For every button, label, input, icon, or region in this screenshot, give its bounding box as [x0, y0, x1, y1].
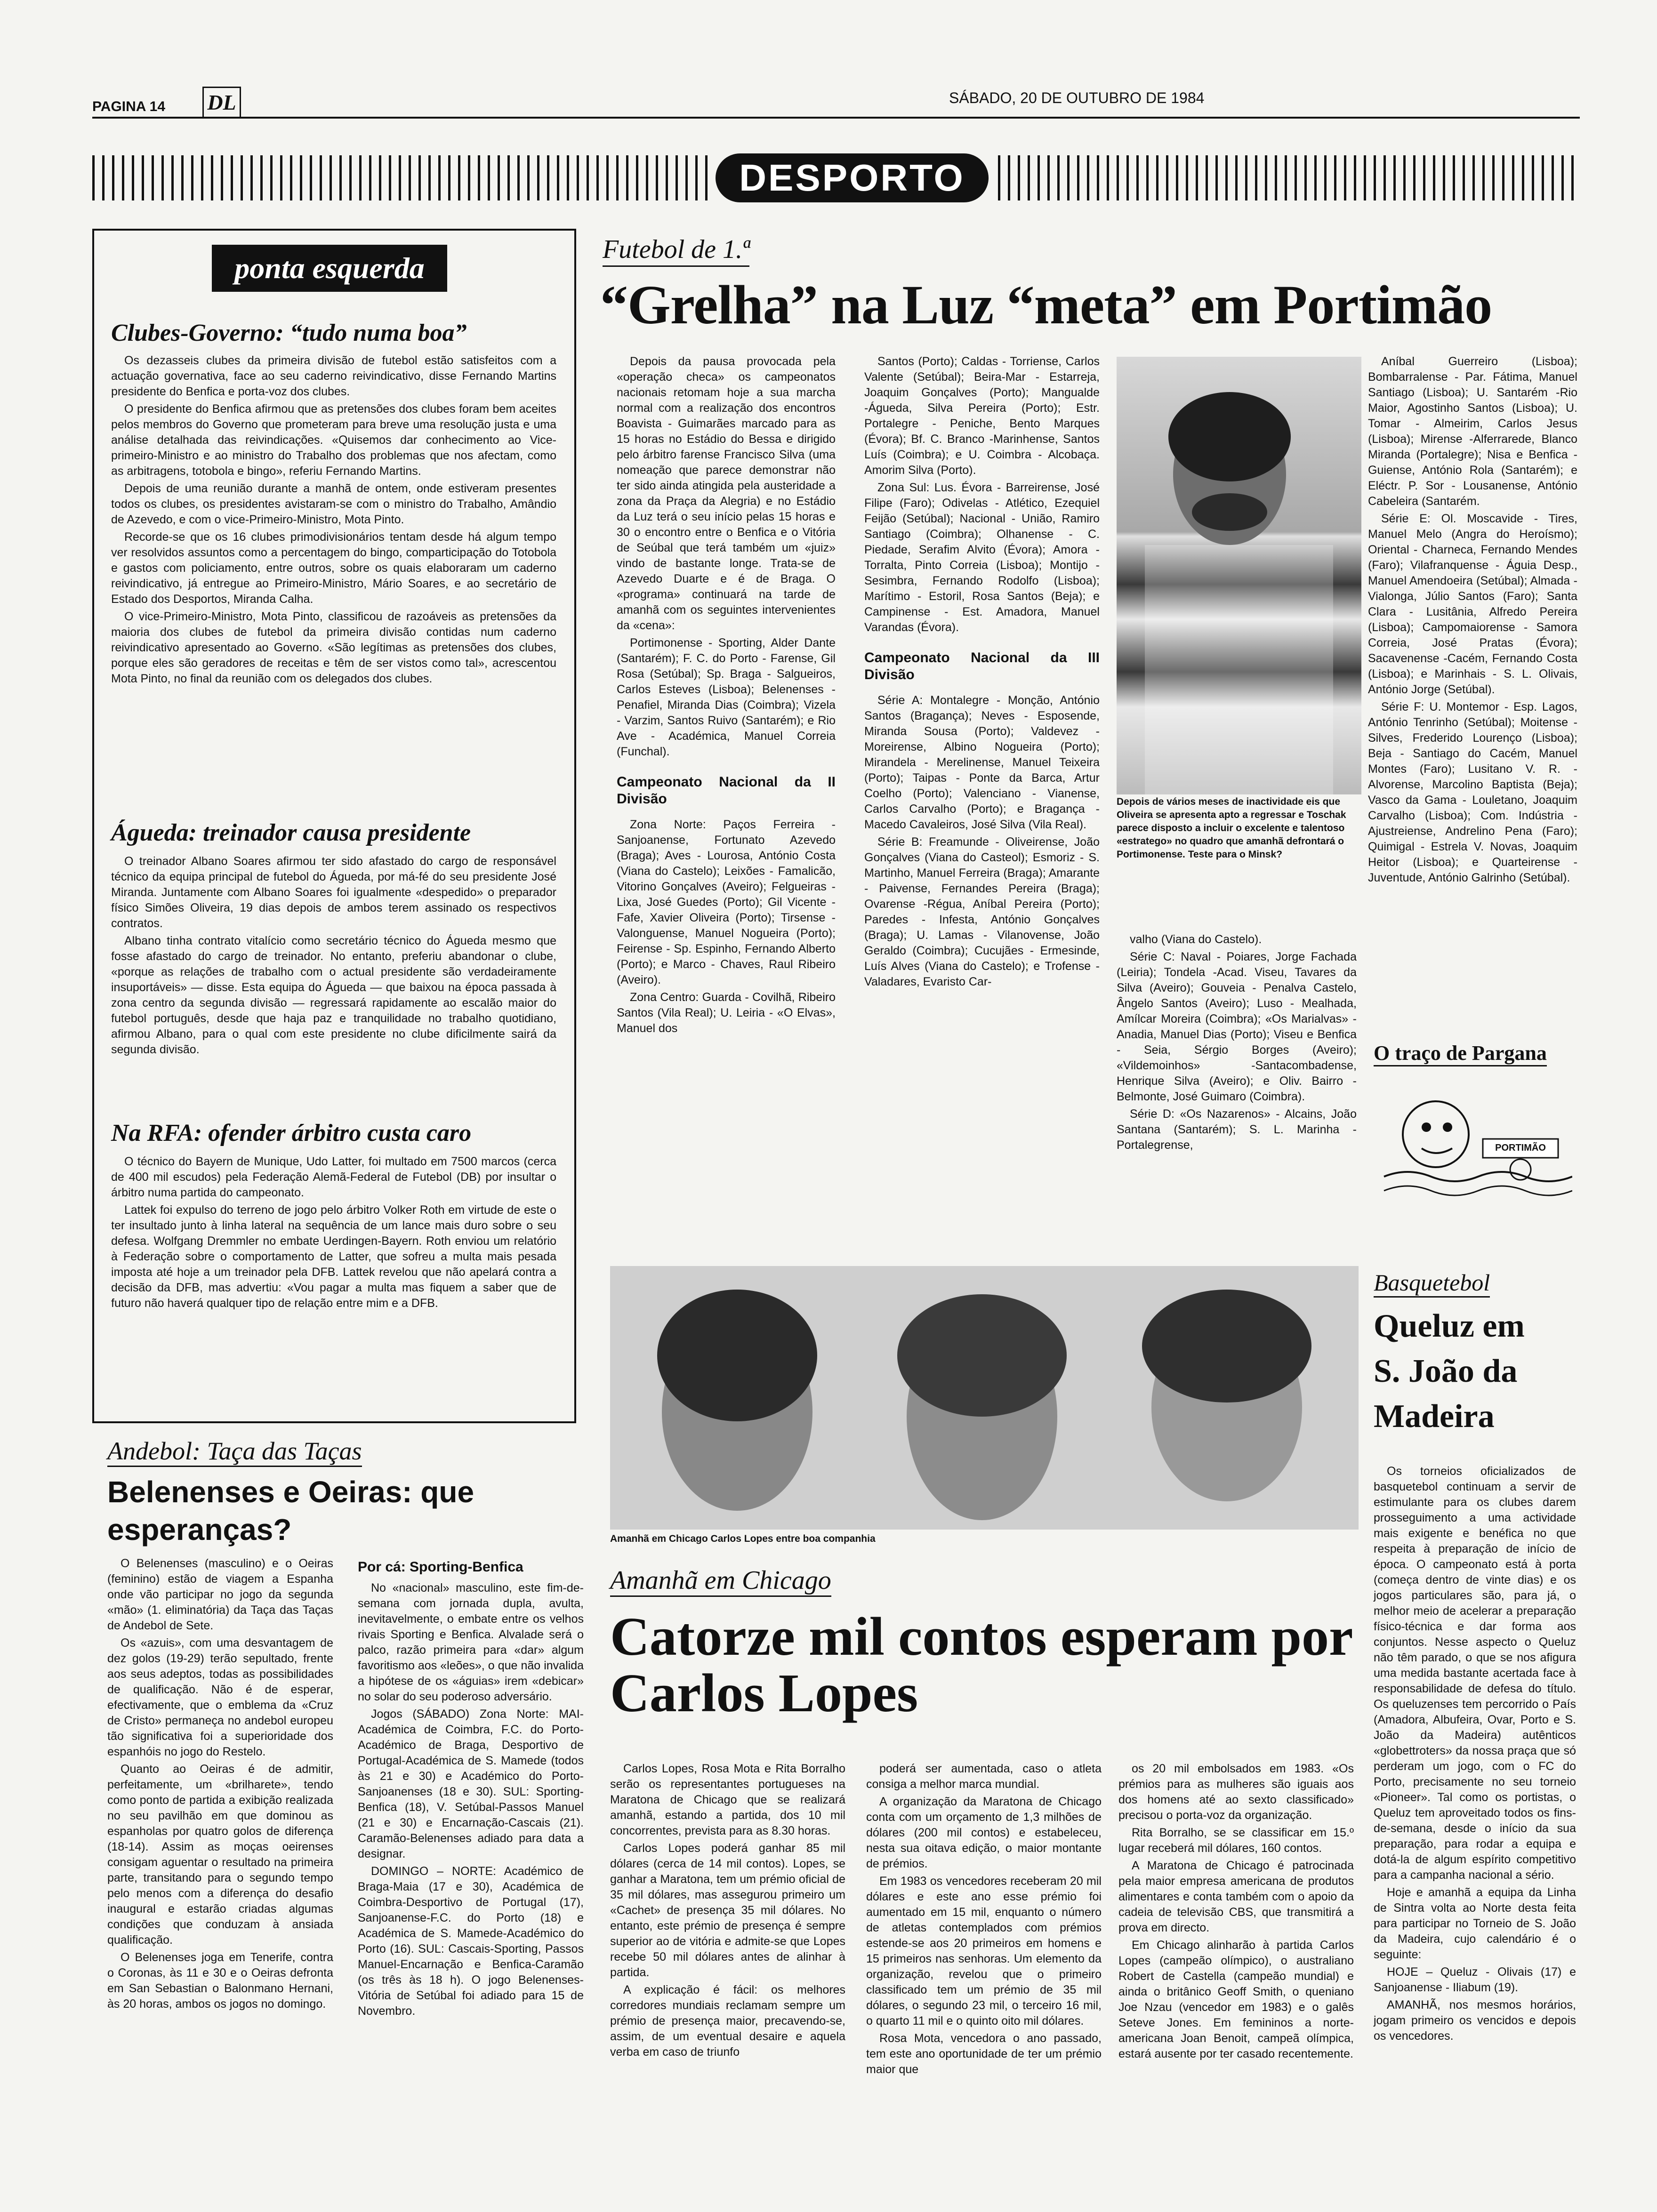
paragraph: Série E: Ol. Moscavide - Tires, Manuel Melo (Angra do Heroísmo); Oriental - Charneca, Fernando Mendes (Faro); Vilafranquense - Águia Desp., Manuel Amendoeira (Setúbal); Almada -Vialonga, Júlio Santos (Faro); Santa Clara - Lusitânia, Alfredo Pereira (Lisboa); Campomaiorense - Samora Correia, José Pratas (Évora); Sacavenense -Cacém, Fernando Costa (Lisboa); e Marinhais - S. L. Olivais, António Jorge (Setúbal). [1368, 512, 1577, 696]
main-col-2 [864, 354, 1100, 992]
paragraph: Zona Norte: Paços Ferreira -Sanjoanense, Fortunato Azevedo (Braga); Aves - Lourosa, António Costa (Viana do Castelo); Leixões - Famalicão, Vitorino Gonçalves (Aveiro); Felgueiras - Lixa, José Guedes (Porto); Gil Vicente - Fafe, Xavier Oliveira (Porto); Tirsense - Valonguense, Manuel Nogueira (Porto); Feirense - Sp. Espinho, Fernando Alberto (Porto); e Marco - Chaves, Raul Ribeiro (Aveiro). [617, 818, 836, 986]
paragraph: O presidente do Benfica afirmou que as pretensões dos clubes foram bem aceites pelos membros do Governo que prometeram para breve uma resolução justa e uma análise detalhada das reivindicações. «Quisemos dar conhecimento ao Vice-primeiro-Ministro e ao ministro do Trabalho dos problemas que nos afectam, como as arbitragens, totobola e bingo», referiu Fernando Martins. [111, 402, 556, 478]
column-article-1 [111, 353, 556, 689]
paragraph: Série A: Montalegre - Monção, António Santos (Bragança); Neves - Esposende, Miranda Sousa (Porto); Valdevez - Moreirense, Albino Nogueira (Porto); Mirandela - Merelinense, Manuel Teixeira (Porto); Taipas - Ponte da Barca, Artur Coelho (Porto); Valenciano - Vianense, Carlos Carvalho (Porto); e Bragança -Macedo Cavaleiros, José Silva (Vila Real). [864, 694, 1100, 831]
paragraph: A Maratona de Chicago é patrocinada pela maior empresa americana de produtos alimentares e conta também com o apoio da cadeia de televisão CBS, que transmitirá a prova em directo. [1118, 1859, 1354, 1934]
basket-headline: Queluz em S. João da Madeira [1374, 1308, 1525, 1435]
paragraph: Rita Borralho, se se classificar em 15.º lugar receberá mil dólares, 160 contos. [1118, 1826, 1354, 1855]
handball-col-1 [107, 1556, 333, 2014]
column-headline-1: Clubes-Governo: “tudo numa boa” [111, 320, 467, 346]
handball-headline: Belenenses e Oeiras: que esperanças? [107, 1475, 475, 1547]
paragraph: Depois da pausa provocada pela «operação checa» os campeonatos nacionais retomam hoje a sua marcha normal com a realização dos encontros Boavista - Guimarães marcado para as 15 horas no Estádio do Bessa e dirigido pelo árbitro farense Francisco Silva (uma nomeação que parece demonstrar não ter sido ainda atingida pela austeridade a zona da Praça da Alegria) e no Estádio da Luz terá o seu início pelas 15 horas e 30 o encontro entre o Benfica e o Vitória de Seúbal que terá também um «juiz» vindo de bastante longe. Trata-se de Azevedo Duarte e é de Braga. O «programa» continuará na tarde de amanhã com os seguintes intervenientes da «cena»: [617, 355, 836, 632]
handball-kicker: Andebol: Taça das Taças [107, 1436, 362, 1467]
column-title: ponta esquerda [212, 245, 447, 292]
paragraph: O técnico do Bayern de Munique, Udo Latter, foi multado em 7500 marcos (cerca de 400 mil escudos) pela Federação Alemã-Federal de Futebol (DB) por insultar o árbitro numa partida do campeonato. [111, 1155, 556, 1199]
basket-kicker: Basquetebol [1374, 1269, 1490, 1298]
main-kicker: Futebol de 1.ª [603, 234, 749, 267]
main-col-1 [617, 354, 836, 1038]
cartoon-title: O traço de Pargana [1374, 1041, 1547, 1066]
paragraph: Série B: Freamunde - Oliveirense, João Gonçalves (Viana do Casteol); Esmoriz - S. Martinho, Manuel Ferreira (Braga); Amarante - Paivense, Fernandes Pereira (Braga); Ovarense -Régua, Aníbal Pereira (Porto); Paredes - Infesta, António Gonçalves (Braga); U. Lamas - Vilanovense, João Geraldo (Coimbra); Cucujães - Ermesinde, Luís Alves (Viana do Castelo); e Trofense - Valadares, Evaristo Car- [864, 835, 1100, 988]
paragraph: AMANHÃ, nos mesmos horários, jogam primeiro os vencidos e depois os vencedores. [1374, 1998, 1576, 2043]
player-silhouette [1117, 357, 1361, 794]
paragraph: Santos (Porto); Caldas - Torriense, Carlos Valente (Setúbal); Beira-Mar - Estarreja, Joaquim Gonçalves (Porto); Mangualde -Águeda, Silva Pereira (Porto); Estr. Portalegre - Peniche, Bento Marques (Évora); Bf. C. Branco -Marinhense, Santos Luís (Coimbra); e U. Coimbra - Alcobaça. Amorim Silva (Porto). [864, 355, 1100, 477]
chicago-col-1 [610, 1761, 845, 2062]
section-banner: DESPORTO [716, 153, 989, 202]
paragraph: O vice-Primeiro-Ministro, Mota Pinto, classificou de razoáveis as pretensões da maioria dos clubes de futebol da primeira divisão contidas num caderno reivindicativo apresentado ao Governo. «São legítimas as pretensões dos clubes, porque eles são geradores de receitas e têm de ser vistos como tal», acrescentou Mota Pinto, no final da reunião com os delegados dos clubes. [111, 610, 556, 685]
main-col-3 [1117, 932, 1357, 1155]
chicago-kicker: Amanhã em Chicago [610, 1565, 831, 1597]
athletes-faces [610, 1266, 1359, 1530]
athletes-photo-caption: Amanhã em Chicago Carlos Lopes entre boa companhia [610, 1533, 876, 1544]
chicago-col-3 [1118, 1761, 1354, 2064]
paragraph: DOMINGO – NORTE: Académico de Braga-Maia (17 e 30), Académica de Coimbra-Desportivo de Portugal (17), Sanjoanense-F.C. do Porto (18) e Académica de S. Mamede-Académico do Porto (16). SUL: Cascais-Sporting, Passos Manuel-Encarnação e Benfica-Caramão (os três às 18 h). O jogo Belenenses-Vitória de Setúbal foi adiado para 15 de Novembro. [358, 1865, 584, 2018]
column-box [92, 229, 576, 1423]
paragraph: Aníbal Guerreiro (Lisboa); Bombarralense - Par. Fátima, Manuel Santiago (Lisboa); U. Santarém -Rio Maior, Agostinho Santos (Lisboa); U. Tomar - Almeirim, Carlos Jesus (Lisboa); Mirense -Alferrarede, Blanco Miranda (Portalegre); Nisa e Benfica -Guiense, António Rola (Santarém); e Eléctr. P. Sor - Lousanense, António Cabeleira (Santarém. [1368, 355, 1577, 508]
paragraph: Série F: U. Montemor - Esp. Lagos, António Tenrinho (Setúbal); Moitense - Silves, Frederido Lourenço (Lisboa); Beja - Santiago do Cacém, Manuel Montes (Faro); Lusitano V. R. - Alvorense, Marcolino Baptista (Beja); Vasco da Gama - Louletano, Joaquim Carvalho (Lisboa); Com. Indústria - Ajustreiense, Andrelino Pena (Faro); Quimigal - Estrela V. Novas, Joaquim Heitor (Lisboa); e Quarteirense - Juventude, António Galrinho (Setúbal). [1368, 700, 1577, 884]
paragraph: Depois de uma reunião durante a manhã de ontem, onde estiveram presentes todos os clubes, os presidentes avistaram-se com o ministro do Trabalho, Amândio de Azevedo, e com o vice-Primeiro-Ministro, Mota Pinto. [111, 482, 556, 526]
subheading: Campeonato Nacional da II Divisão [617, 774, 836, 807]
paragraph: HOJE – Queluz - Olivais (17) e Sanjoanense - Iliabum (19). [1374, 1965, 1576, 1994]
paragraph: Carlos Lopes poderá ganhar 85 mil dólares (cerca de 14 mil contos). Lopes, se ganhar a Maratona, tem um prémio oficial de 35 mil dólares, mas assegurou primeiro um «Cachet» de presença 35 mil dólares. No entanto, este prémio de presença é sempre superior ao de vitória e admite-se que Lopes recebe 50 mil dólares antes de alinhar à partida. [610, 1842, 845, 1979]
subheading: Por cá: Sporting-Benfica [358, 1559, 523, 1575]
paragraph: valho (Viana do Castelo). [1130, 933, 1262, 946]
paragraph: Zona Sul: Lus. Évora - Barreirense, José Filipe (Faro); Odivelas - Atlético, Ezequiel Feijão (Setúbal); Nacional - União, Ramiro Santiago (Coimbra); Olhanense - C. Piedade, Serafim Alvito (Évora); Amora - Torralta, Pinto Correia (Lisboa); Montijo -Sesimbra, Fernando Rodolfo (Lisboa); Marítimo - Estoril, Rosa Santos (Beja); e Campinense - Est. Amadora, Manuel Varandas (Évora). [864, 481, 1100, 634]
paragraph: Carlos Lopes, Rosa Mota e Rita Borralho serão os representantes portugueses na Maratona de Chicago que se realizará amanhã, estando a partida, dos 10 mil concorrentes, prevista para as 8.30 horas. [610, 1762, 845, 1837]
paragraph: os 20 mil embolsados em 1983. «Os prémios para as mulheres são iguais aos dos homens até ao sexto classificado» precisou o porta-voz da organização. [1118, 1762, 1354, 1822]
banner-stripe-right [998, 155, 1580, 200]
paragraph: Os «azuis», com uma desvantagem de dez golos (19-29) terão sepultado, frente aos seus adeptos, todas as possibilidades de qualificação. Não é de esperar, efectivamente, que o emblema da «Cruz de Cristo» permaneça no andebol europeu tão significativa foi a superioridade dos espanhóis no jogo do Restelo. [107, 1636, 333, 1758]
paragraph: Rosa Mota, vencedora o ano passado, tem este ano oportunidade de ter um prémio maior que [866, 2032, 1102, 2076]
paragraph: Os torneios oficializados de basquetebol continuam a servir de estimulante para os clubes darem prosseguimento a uma actividade mais exigente e benéfica no que respeita à preparação de início de época. O campeonato está à porta (começa dentro de vinte dias) e os jogos particulares são, para já, o melhor meio de acelerar a preparação físico-técnica e dar forma aos conjuntos. Nesse aspecto o Queluz não têm parado, o que se nos afigura uma medida bastante acertada face à responsabilidade de defesa do título. Os queluzenses tem percorrido o País (Amadora, Albufeira, Ovar, Porto e S. João da Madeira) autênticos «globettroters» da nossa praça que só perderam um jogo, com o FC do Porto, precisamente no seu torneio «Pioneer». Tal como os portistas, o Queluz tem aproveitado todos os fins-de-semana, desde o início da sua preparação, para rodar a equipa e dotá-la de algum espírito competitivo para a campanha nacional a sério. [1374, 1465, 1576, 1882]
main-col-4 [1368, 354, 1577, 888]
paragraph: Os dezasseis clubes da primeira divisão de futebol estão satisfeitos com a actuação governativa, face ao seu caderno reivindicativo, disse Fernando Martins presidente do Benfica e porta-voz dos clubes. [111, 354, 556, 398]
header-rule [92, 117, 1580, 119]
issue-date: SÁBADO, 20 DE OUTUBRO DE 1984 [949, 89, 1205, 106]
cartoon-sign: PORTIMÃO [1495, 1143, 1546, 1153]
main-headline: “Grelha” na Luz “meta” em Portimão [600, 274, 1492, 336]
page-number: PAGINA 14 [92, 99, 166, 114]
paragraph: A explicação é fácil: os melhores corredores mundiais reclamam sempre um prémio de presença maior, precavendo-se, assim, de um eventual desaire e aquela verba em caso de triunfo [610, 1983, 845, 2059]
paragraph: O Belenenses joga em Tenerife, contra o Coronas, às 11 e 30 e o Oeiras defronta em San Sebastian o Balonmano Hernani, às 20 horas, ambos os jogos no domingo. [107, 1951, 333, 2011]
paragraph: A organização da Maratona de Chicago conta com um orçamento de 1,3 milhões de dólares (200 mil contos) e estabeleceu, nesta sua oitava edição, o maior montante de prémios. [866, 1795, 1102, 1870]
chicago-headline: Catorze mil contos esperam por Carlos Lopes [610, 1607, 1352, 1723]
paragraph: Série C: Naval - Poiares, Jorge Fachada (Leiria); Tondela -Acad. Viseu, Tavares da Silva (Aveiro); Gouveia - Penalva Castelo, Ângelo Santos (Aveiro); Luso - Mealhada, Amílcar Moreira (Coimbra); «Os Marialvas» - Anadia, Manuel Dias (Porto); Viseu e Benfica - Seia, Sérgio Borges (Aveiro); «Vildemoinhos» -Santacombadense, Henrique Silva (Aveiro); e Oliv. Bairro -Belmonte, José Guimaro (Coimbra). [1117, 950, 1357, 1103]
cartoon-drawing [1379, 1078, 1572, 1214]
paragraph: No «nacional» masculino, este fim-de-semana com jornada dupla, avulta, inevitavelmente, o embate entre os velhos rivais Sporting e Benfica. Alvalade será o palco, razão primeira para «dar» algum favoritismo aos «leões», o que não invalida a hipótese de os «águias» irem «debicar» no solar do seu poderoso adversário. [358, 1581, 584, 1703]
column-article-3 [111, 1154, 556, 1313]
paragraph: Portimonense - Sporting, Alder Dante (Santarém); F. C. do Porto - Farense, Gil Rosa (Setúbal); Sp. Braga - Salgueiros, Carlos Esteves (Lisboa); Belenenses - Penafiel, Miranda Dias (Coimbra); Vizela - Varzim, Santos Ruivo (Santarém); e Rio Ave - Académica, Manuel Correia (Funchal). [617, 636, 836, 758]
paragraph: poderá ser aumentada, caso o atleta consiga a melhor marca mundial. [866, 1762, 1102, 1791]
player-photo-caption: Depois de vários meses de inactividade eis que Oliveira se apresenta apto a regressar e Toschak parece disposto a incluir o excelente e talentoso «estratego» no quadro que amanhã defrontará o Portimonense. Teste para o Minsk? [1117, 796, 1346, 860]
paragraph: Série D: «Os Nazarenos» - Alcains, João Santana (Santarém); S. L. Marinha - Portalegrense, [1117, 1107, 1357, 1152]
paragraph: Zona Centro: Guarda - Covilhã, Ribeiro Santos (Vila Real); U. Leiria - «O Elvas», Manuel dos [617, 991, 836, 1035]
column-article-2 [111, 854, 556, 1059]
paragraph: Lattek foi expulso do terreno de jogo pelo árbitro Volker Roth em virtude de este o ter insultado junto à linha lateral na sequência de um lance mais duro sobre o seu defesa. Wolfgang Dremmler no embate Uerdingen-Bayern. Roth enviou um relatório à Federação sobre o comportamento de Latter, que sofreu a multa mais pesada imposta até hoje a um treinador pela DFB. Lattek revelou que não apelará contra a decisão da DFB, mas advertiu: «Vou pagar a multa mas fiquem a saber que de futuro não haverá qualquer tipo de relação entre mim e a DFB. [111, 1203, 556, 1310]
paragraph: Albano tinha contrato vitalício como secretário técnico do Águeda mesmo que fosse afastado do cargo de treinador. No entanto, preferiu abandonar o clube, «porque as relações de trabalho com o actual presidente são verdadeiramente insuportáveis» — disse. Esta equipa do Águeda — que baixou na época passada à zona centro da segunda divisão — regressará rapidamente ao escalão maior do futebol português, desde que haja paz e tranquilidade no trabalho quotidiano, afirmou Albano, para o qual com este presidente no clube dificilmente sairá da segunda divisão. [111, 934, 556, 1056]
masthead-logo: DL [202, 87, 241, 119]
subheading: Campeonato Nacional da III Divisão [864, 650, 1100, 682]
paragraph: Jogos (SÁBADO) Zona Norte: MAI-Académica de Coimbra, F.C. do Porto-Académico de Braga, Desportivo de Portugal-Académica de S. Mamede (todos às 21 e 30) e Académico do Porto-Sanjoanenses (18 e 30). SUL: Sporting-Benfica (18), V. Setúbal-Passos Manuel (21 e 30) e Encarnação-Cascais (21). Caramão-Belenenses adiado para data a designar. [358, 1707, 584, 1860]
paragraph: O Belenenses (masculino) e o Oeiras (feminino) estão de viagem a Espanha onde vão participar no jogo da segunda «mão» (1. eliminatória) da Taça das Taças de Andebol de Sete. [107, 1557, 333, 1632]
column-headline-3: Na RFA: ofender árbitro custa caro [111, 1120, 472, 1146]
basket-body [1374, 1464, 1576, 2046]
player-photo [1117, 357, 1361, 794]
paragraph: Hoje e amanhã a equipa da Linha de Sintra volta ao Norte desta feita para participar no Torneio de S. João da Madeira, cujo calendário é o seguinte: [1374, 1886, 1576, 1961]
chicago-col-2 [866, 1761, 1102, 2079]
handball-col-2 [358, 1556, 584, 2021]
banner-stripe-left [92, 155, 709, 200]
paragraph: Em 1983 os vencedores receberam 20 mil dólares e este ano esse prémio foi aumentado em 15 mil, enquanto o número de atletas contemplados com prémios estende-se aos 20 primeiros em homens e 15 primeiros nas senhoras. Um elemento da organização, revelou que o primeiro classificado tem um prémio de 35 mil dólares, o segundo 23 mil, o terceiro 16 mil, o quarto 11 mil e o quinto oito mil dólares. [866, 1875, 1102, 2028]
paragraph: Em Chicago alinharão à partida Carlos Lopes (campeão olímpico), o australiano Robert de Castella (campeão mundial) e ainda o britânico Geoff Smith, o queniano Joe Nzau (vencedor em 1983) e o galês Seteve Jones. Em femininos a norte-americana Joan Benoit, campeã olímpica, estará ausente por ter casado recentemente. [1118, 1939, 1354, 2060]
column-headline-2: Águeda: treinador causa presidente [111, 819, 471, 846]
paragraph: Recorde-se que os 16 clubes primodivisionários tentam desde há algum tempo ver resolvidos assuntos como a percentagem do bingo, comparticipação do Totobola e gastos com policiamento, entre outros, sobre os quais elaboraram um caderno reivindicativo, já entregue ao Primeiro-Ministro, Mário Soares, e ao secretário de Estado dos Desportos, Miranda Calha. [111, 530, 556, 606]
paragraph: Quanto ao Oeiras é de admitir, perfeitamente, um «brilharete», tendo como ponto de partida a exibição realizada no seu pavilhão em que dominou as espanholas por quatro golos de diferença (18-14). Assim as moças oeirenses consigam aguentar o resultado na primeira parte, transitando para o segundo tempo pelo menos com a diferença do desafio inaugural e estarão criadas algumas condições que conduzam à ansiada qualificação. [107, 1763, 333, 1947]
athletes-photo [610, 1266, 1359, 1530]
paragraph: O treinador Albano Soares afirmou ter sido afastado do cargo de responsável técnico da equipa principal de futebol do Águeda, por má-fé do seu presidente José Miranda. Juntamente com Albano Soares foi igualmente «despedido» o preparador físico Simões Oliveira, 19 dias depois de ambos terem assinado os respectivos contratos. [111, 855, 556, 930]
